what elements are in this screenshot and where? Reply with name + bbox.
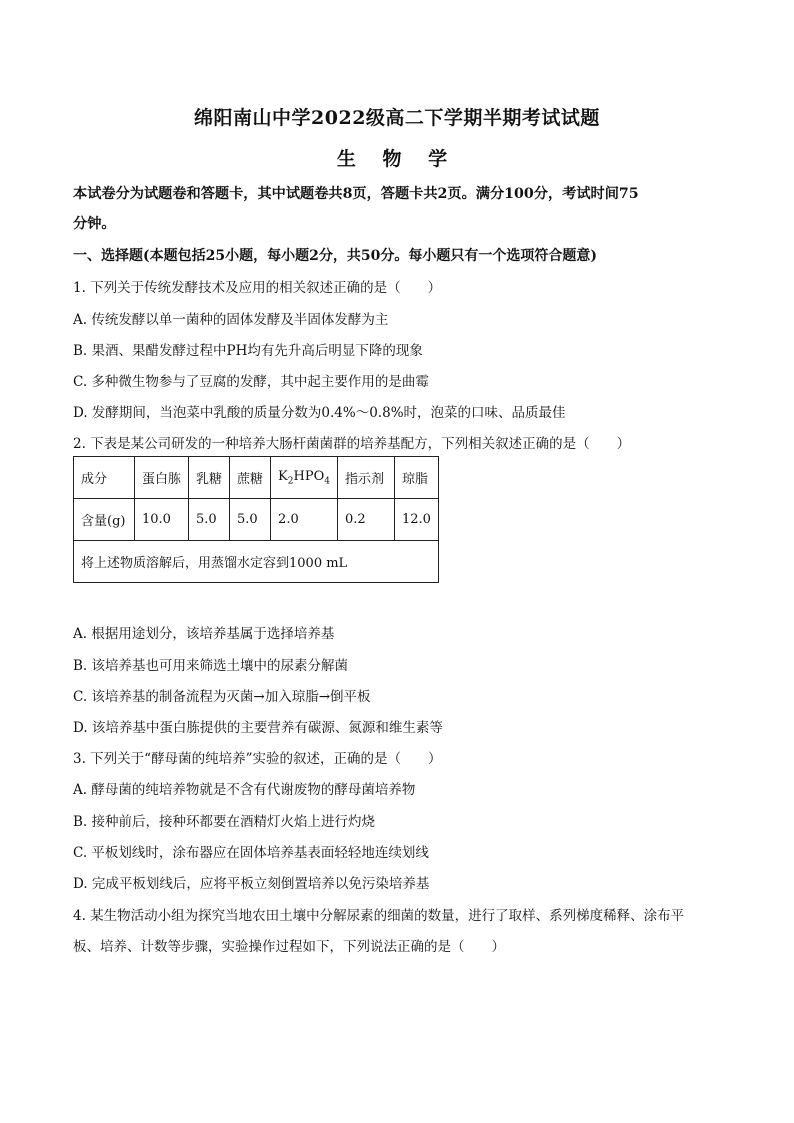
question-4-stem-line-1: 4. 某生物活动小组为探究当地农田土壤中分解尿素的细菌的数量，进行了取样、系列梯度稀释、涂布平 <box>73 908 685 924</box>
intro-line-1: 本试卷分为试题卷和答题卡，其中试题卷共8页，答题卡共2页。满分100分，考试时间75 <box>73 186 639 202</box>
medium-formula-table <box>73 456 439 583</box>
question-1-stem: 1. 下列关于传统发酵技术及应用的相关叙述正确的是（ ） <box>73 280 442 296</box>
question-3-option-d: D. 完成平板划线后，应将平板立刻倒置培养以免污染培养基 <box>73 876 430 892</box>
table-header-row <box>74 457 439 499</box>
intro-line-2: 分钟。 <box>73 216 116 232</box>
question-1-option-b: B. 果酒、果醋发酵过程中PH均有先升高后明显下降的现象 <box>73 343 423 359</box>
exam-title: 绵阳南山中学2022级高二下学期半期考试试题 <box>194 107 600 129</box>
table-header-cell: 指示剂 <box>337 457 394 499</box>
table-cell: 5.0 <box>230 499 271 541</box>
question-1-option-a: A. 传统发酵以单一菌种的固体发酵及半固体发酵为主 <box>73 312 389 328</box>
question-1-option-d: D. 发酵期间，当泡菜中乳酸的质量分数为0.4%～0.8%时，泡菜的口味、品质最佳 <box>73 405 566 421</box>
table-header-cell: 乳糖 <box>189 457 230 499</box>
table-cell: 10.0 <box>135 499 189 541</box>
formula-sub-2: 2 <box>287 476 294 487</box>
table-header-cell <box>271 457 338 499</box>
table-header-cell: 成分 <box>74 457 135 499</box>
table-cell: 5.0 <box>189 499 230 541</box>
question-3-stem: 3. 下列关于“酵母菌的纯培养”实验的叙述，正确的是（ ） <box>73 751 442 767</box>
formula-sub-4: 4 <box>324 476 330 487</box>
table-cell: 12.0 <box>394 499 438 541</box>
table-note: 将上述物质溶解后，用蒸馏水定容到1000 mL <box>74 541 439 583</box>
formula-hpo: HPO <box>293 468 325 484</box>
table-header-cell: 蛋白胨 <box>135 457 189 499</box>
table-header-cell: 琼脂 <box>394 457 438 499</box>
question-2-option-a: A. 根据用途划分，该培养基属于选择培养基 <box>73 626 335 642</box>
question-3-option-c: C. 平板划线时，涂布器应在固体培养基表面轻轻地连续划线 <box>73 845 429 861</box>
table-cell: 含量(g) <box>74 499 135 541</box>
table-note-row <box>74 541 439 583</box>
table-row <box>74 499 439 541</box>
question-2-stem: 2. 下表是某公司研发的一种培养大肠杆菌菌群的培养基配方，下列相关叙述正确的是（ ） <box>73 436 631 452</box>
section-heading: 一、选择题(本题包括25小题，每小题2分，共50分。每小题只有一个选项符合题意) <box>73 248 597 264</box>
question-4-stem-line-2: 板、培养、计数等步骤，实验操作过程如下，下列说法正确的是（ ） <box>73 939 505 955</box>
question-3-option-a: A. 酵母菌的纯培养物就是不含有代谢废物的酵母菌培养物 <box>73 782 416 798</box>
formula-k: K <box>278 468 288 484</box>
table-header-cell: 蔗糖 <box>230 457 271 499</box>
table-cell: 2.0 <box>271 499 338 541</box>
question-2-option-b: B. 该培养基也可用来筛选土壤中的尿素分解菌 <box>73 658 349 674</box>
question-2-option-c: C. 该培养基的制备流程为灭菌→加入琼脂→倒平板 <box>73 689 371 705</box>
question-2-option-d: D. 该培养基中蛋白胨提供的主要营养有碳源、氮源和维生素等 <box>73 720 443 736</box>
subject-title: 生 物 学 <box>336 148 458 170</box>
table-cell: 0.2 <box>337 499 394 541</box>
question-3-option-b: B. 接种前后，接种环都要在酒精灯火焰上进行灼烧 <box>73 814 376 830</box>
question-1-option-c: C. 多种微生物参与了豆腐的发酵，其中起主要作用的是曲霉 <box>73 374 429 390</box>
